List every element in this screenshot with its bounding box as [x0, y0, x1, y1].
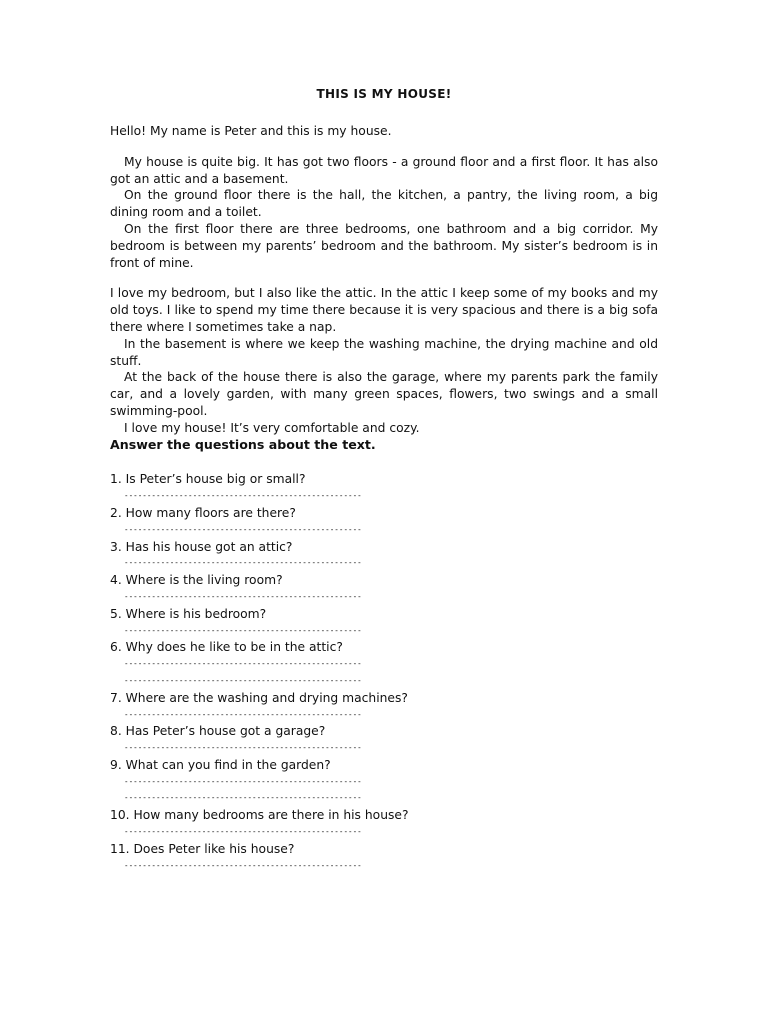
question-item	[110, 690, 658, 724]
paragraph-garage-garden: At the back of the house there is also the garage, where my parents park the family car, and a lovely garden, with many green spaces, flowers, two swings and a small swimming-pool.	[110, 370, 658, 418]
question-text: 5. Where is his bedroom?	[110, 606, 267, 621]
paragraph-ground-floor: On the ground floor there is the hall, the kitchen, a pantry, the living room, a big dining room and a toilet.	[110, 188, 658, 220]
question-item	[110, 639, 658, 689]
answer-line[interactable]: ----------------------------------------------------	[124, 558, 362, 568]
question-item	[110, 723, 658, 757]
question-item	[110, 757, 658, 807]
question-text: 10. How many bedrooms are there in his house?	[110, 808, 409, 823]
question-item	[110, 539, 658, 573]
paragraph-conclusion: I love my house! It’s very comfortable and cozy.	[124, 420, 420, 435]
paragraph-attic: I love my bedroom, but I also like the attic. In the attic I keep some of my books and my old toys. I like to spend my time there because it is very spacious and there is a big sofa there where I sometimes take a nap.	[110, 286, 658, 334]
answer-line[interactable]: ----------------------------------------------------	[124, 659, 362, 669]
answer-line[interactable]: ----------------------------------------------------	[124, 793, 362, 803]
question-item	[110, 572, 658, 606]
answer-line[interactable]: ----------------------------------------------------	[124, 776, 362, 786]
paragraph-first-floor: On the first floor there are three bedrooms, one bathroom and a big corridor. My bedroom is between my parents’ bedroom and the bathroom. My sister’s bedroom is in front of mine.	[110, 221, 658, 270]
paragraph-house: My house is quite big. It has got two floors - a ground floor and a first floor. It has also got an attic and a basement.	[110, 154, 658, 186]
answer-line[interactable]: ----------------------------------------------------	[124, 625, 362, 635]
question-text: 3. Has his house got an attic?	[110, 539, 293, 554]
question-item	[110, 807, 658, 841]
page-title: THIS IS MY HOUSE!	[316, 87, 452, 101]
question-text: 6. Why does he like to be in the attic?	[110, 640, 343, 655]
answer-line[interactable]: ----------------------------------------------------	[124, 491, 362, 501]
question-text: 4. Where is the living room?	[110, 573, 283, 588]
questions-heading: Answer the questions about the text.	[110, 436, 376, 452]
intro-paragraph: Hello! My name is Peter and this is my house.	[110, 124, 392, 138]
answer-line[interactable]: ----------------------------------------------------	[124, 827, 362, 837]
answer-line[interactable]: ----------------------------------------------------	[124, 709, 362, 719]
question-item	[110, 471, 658, 505]
answer-line[interactable]: ----------------------------------------------------	[124, 524, 362, 534]
answer-line[interactable]: ----------------------------------------------------	[124, 860, 362, 870]
answer-line[interactable]: ----------------------------------------------------	[124, 591, 362, 601]
question-item	[110, 841, 658, 875]
question-text: 9. What can you find in the garden?	[110, 757, 331, 772]
answer-line[interactable]: ----------------------------------------------------	[124, 675, 362, 685]
paragraph-basement: In the basement is where we keep the washing machine, the drying machine and old stuff.	[110, 336, 658, 368]
worksheet-page	[110, 86, 658, 874]
answer-line[interactable]: ----------------------------------------------------	[124, 743, 362, 753]
questions-list	[110, 471, 658, 874]
question-text: 8. Has Peter’s house got a garage?	[110, 724, 326, 739]
question-text: 1. Is Peter’s house big or small?	[110, 472, 306, 487]
question-item	[110, 505, 658, 539]
question-text: 11. Does Peter like his house?	[110, 841, 295, 856]
question-text: 2. How many floors are there?	[110, 505, 296, 520]
question-text: 7. Where are the washing and drying machines?	[110, 690, 408, 705]
question-item	[110, 606, 658, 640]
